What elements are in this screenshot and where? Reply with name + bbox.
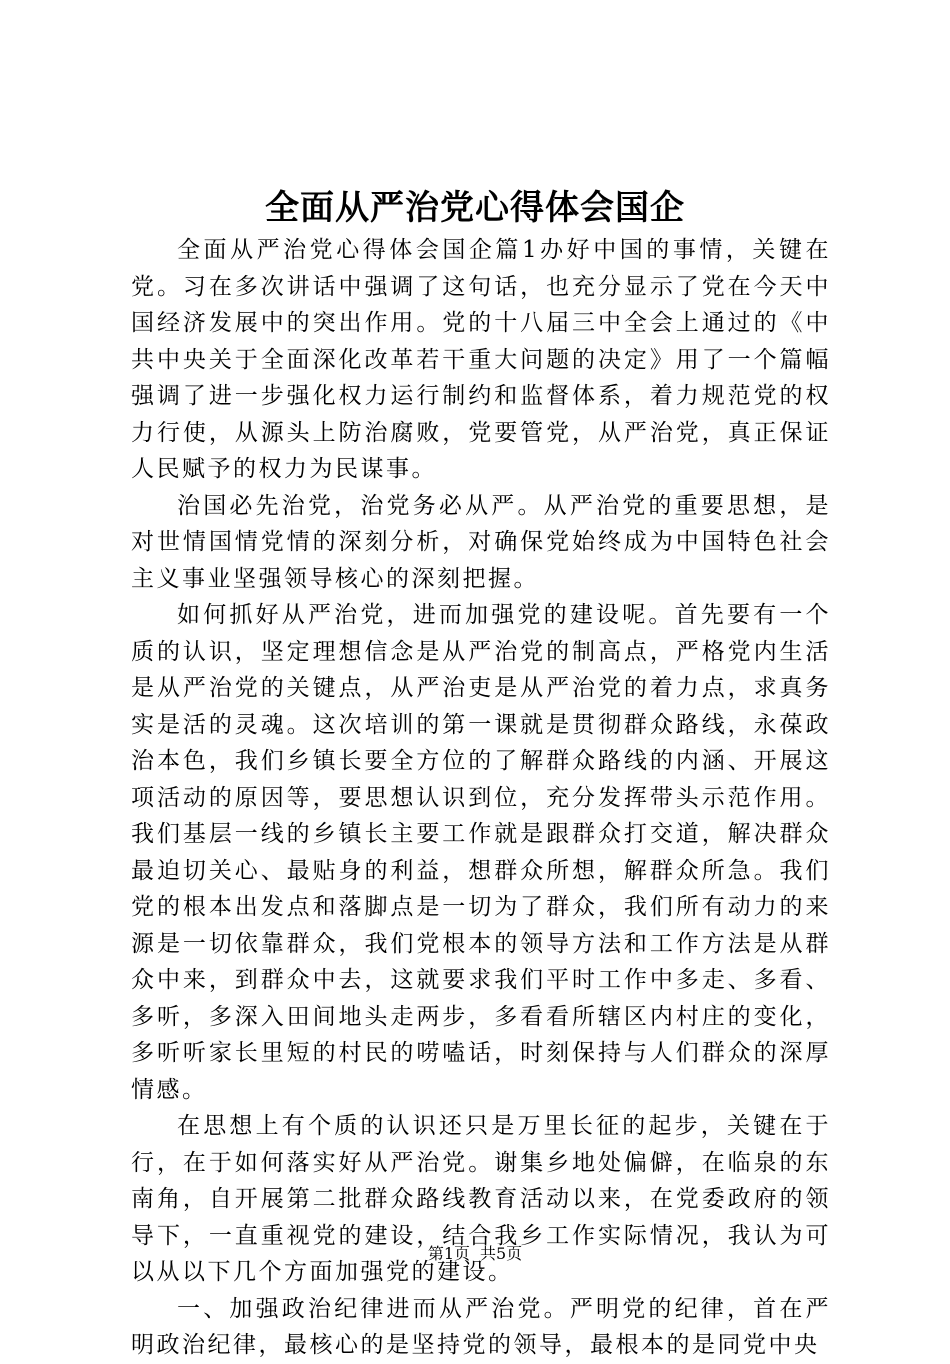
document-title: 全面从严治党心得体会国企 [265,188,685,228]
page-number: 第1页 [427,1244,470,1263]
page-footer [0,1242,950,1266]
page-total: 共5页 [480,1244,523,1263]
paragraph-5: 一、加强政治纪律进而从严治党。严明党的纪律，首在严明政治纪律，最核心的是坚持党的领导，最根本的是同党中央 [131,1295,831,1358]
document-body [131,232,831,1364]
paragraph-4: 在思想上有个质的认识还只是万里长征的起步，关键在于行，在于如何落实好从严治党。谢集乡地处偏僻，在临泉的东南角，自开展第二批群众路线教育活动以来，在党委政府的领导下，一直重视党的建设，结合我乡工作实际情况，我认为可以从以下几个方面加强党的建设。 [131,1113,831,1285]
paragraph-1: 全面从严治党心得体会国企篇1办好中国的事情，关键在党。习在多次讲话中强调了这句话，也充分显示了党在今天中国经济发展中的突出作用。党的十八届三中全会上通过的《中共中央关于全面深化改革若干重大问题的决定》用了一个篇幅强调了进一步强化权力运行制约和监督体系，着力规范党的权力行使，从源头上防治腐败，党要管党，从严治党，真正保证人民赋予的权力为民谋事。 [131,237,831,482]
paragraph-2: 治国必先治党，治党务必从严。从严治党的重要思想，是对世情国情党情的深刻分析，对确保党始终成为中国特色社会主义事业坚强领导核心的深刻把握。 [131,492,831,592]
paragraph-3: 如何抓好从严治党，进而加强党的建设呢。首先要有一个质的认识，坚定理想信念是从严治党的制高点，严格党内生活是从严治党的关键点，从严治吏是从严治党的着力点，求真务实是活的灵魂。这次培训的第一课就是贯彻群众路线，永葆政治本色，我们乡镇长要全方位的了解群众路线的内涵、开展这项活动的原因等，要思想认识到位，充分发挥带头示范作用。我们基层一线的乡镇长主要工作就是跟群众打交道，解决群众最迫切关心、最贴身的利益，想群众所想，解群众所急。我们党的根本出发点和落脚点是一切为了群众，我们所有动力的来源是一切依靠群众，我们党根本的领导方法和工作方法是从群众中来，到群众中去，这就要求我们平时工作中多走、多看、多听，多深入田间地头走两步，多看看所辖区内村庄的变化，多听听家长里短的村民的唠嗑话，时刻保持与人们群众的深厚情感。 [131,602,831,1103]
